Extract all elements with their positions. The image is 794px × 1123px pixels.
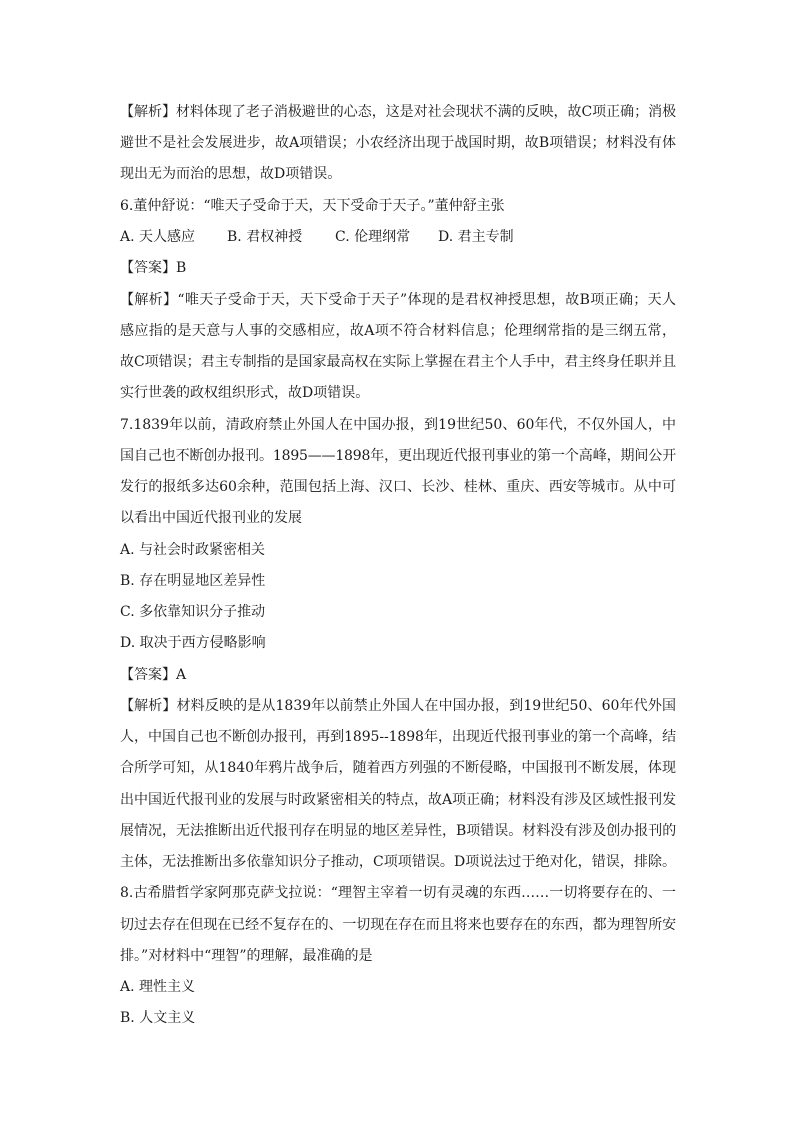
q6-option-d: D. 君主专制 [438, 229, 514, 245]
q6-analysis-line-4: 实行世袭的政权组织形式，故D项错误。 [120, 385, 370, 401]
q7-answer: 【答案】A [120, 667, 187, 683]
q5-analysis-line-3: 现出无为而治的思想，故D项错误。 [120, 166, 342, 182]
q7-analysis-line-2: 人，中国自己也不断创办报刊，再到1895--1898年，出现近代报刊事业的第一个高峰，结 [120, 729, 676, 745]
q7-analysis-line-6: 主体，无法推断出多依靠知识分子推动，C项项错误。D项说法过于绝对化，错误，排除。 [120, 854, 676, 870]
q7-option-d: D. 取决于西方侵略影响 [120, 635, 266, 651]
q6-option-b: B. 君权神授 [227, 229, 303, 245]
q7-stem-line-3: 发行的报纸多达60余种，范围包括上海、汉口、长沙、桂林、重庆、西安等城市。从中可 [120, 479, 676, 495]
q7-analysis-line-1: 【解析】材料反映的是从1839年以前禁止外国人在中国办报，到19世纪50、60年代外国 [120, 698, 676, 714]
q8-stem-line-3: 排。”对材料中“理智”的理解，最准确的是 [120, 948, 373, 964]
q8-stem-line-1: 8.古希腊哲学家阿那克萨戈拉说：“理智主宰着一切有灵魂的东西……一切将要存在的、一 [120, 885, 676, 901]
q7-analysis-line-5: 展情况，无法推断出近代报刊存在明显的地区差异性，B项错误。材料没有涉及创办报刊的 [120, 823, 677, 839]
q6-analysis-line-3: 故C项错误；君主专制指的是国家最高权在实际上掌握在君主个人手中，君主终身任职并且 [120, 354, 676, 370]
q7-analysis-line-3: 合所学可知，从1840年鸦片战争后，随着西方列强的不断侵略，中国报刊不断发展，体现 [120, 760, 676, 776]
q8-option-a: A. 理性主义 [120, 979, 196, 995]
q7-option-b: B. 存在明显地区差异性 [120, 573, 266, 589]
q8-option-b: B. 人文主义 [120, 1010, 196, 1026]
q7-stem-line-1: 7.1839年以前，清政府禁止外国人在中国办报，到19世纪50、60年代，不仅外国人，中 [120, 417, 676, 433]
q7-analysis-line-4: 出中国近代报刊业的发展与时政紧密相关的特点，故A项正确；材料没有涉及区域性报刊发 [120, 792, 677, 808]
q5-analysis-line-1: 【解析】材料体现了老子消极避世的心态，这是对社会现状不满的反映，故C项正确；消极 [120, 104, 676, 120]
q6-answer: 【答案】B [120, 260, 187, 276]
q7-option-c: C. 多依靠知识分子推动 [120, 604, 266, 620]
q6-analysis-line-2: 感应指的是天意与人事的交感相应，故A项不符合材料信息；伦理纲常指的是三纲五常， [120, 323, 676, 339]
q5-analysis-line-2: 避世不是社会发展进步，故A项错误；小农经济出现于战国时期，故B项错误；材料没有体 [120, 135, 676, 151]
q6-option-a: A. 天人感应 [120, 229, 196, 245]
q8-stem-line-2: 切过去存在但现在已经不复存在的、一切现在存在而且将来也要存在的东西，都为理智所安 [120, 917, 676, 933]
q7-stem-line-2: 国自己也不断创办报刊。1895——1898年，更出现近代报刊事业的第一个高峰，期间公开 [120, 448, 676, 464]
q6-stem: 6.董仲舒说：“唯天子受命于天，天下受命于天子。”董仲舒主张 [120, 198, 505, 214]
q7-stem-line-4: 以看出中国近代报刊业的发展 [120, 510, 302, 526]
q6-options-row [120, 228, 514, 246]
q6-analysis-line-1: 【解析】“唯天子受命于天，天下受命于天子”体现的是君权神授思想，故B项正确；天人 [120, 292, 676, 308]
q7-option-a: A. 与社会时政紧密相关 [120, 542, 266, 558]
q6-option-c: C. 伦理纲常 [335, 229, 411, 245]
